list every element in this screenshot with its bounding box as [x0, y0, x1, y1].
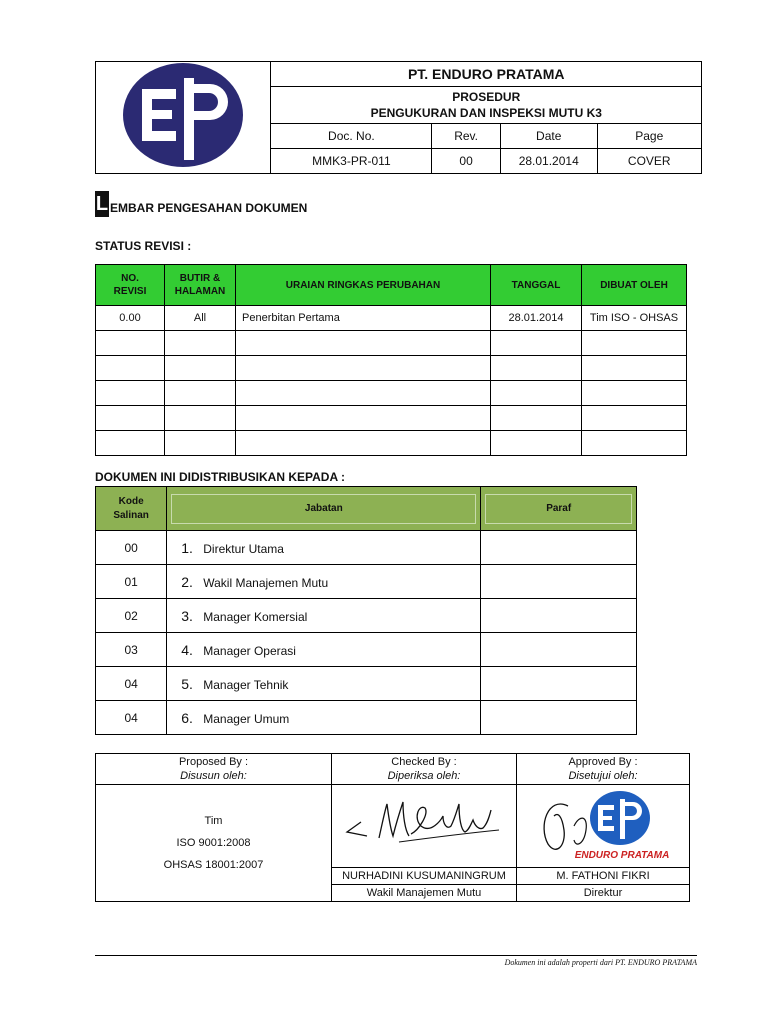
approved-by-header: [517, 754, 690, 785]
item-number: 1.: [181, 539, 193, 556]
jabatan: [167, 599, 481, 633]
jabatan-label: Manager Tehnik: [203, 677, 289, 692]
col-jabatan-label: Jabatan: [171, 494, 476, 524]
item-number: 4.: [181, 641, 193, 658]
col-kode-salinan: [96, 487, 167, 531]
col-tanggal: TANGGAL: [491, 265, 582, 306]
empty-cell: [582, 406, 687, 431]
page-value: COVER: [597, 148, 701, 173]
table-row: [96, 667, 637, 701]
jabatan-label: Manager Umum: [203, 711, 290, 726]
disusun-oleh-label: Disusun oleh:: [180, 770, 247, 782]
approver-signature-cell: [517, 785, 690, 868]
diperiksa-oleh-label: Diperiksa oleh:: [387, 770, 461, 782]
empty-cell: [96, 381, 165, 406]
empty-cell: [96, 331, 165, 356]
table-row: [96, 701, 637, 735]
footer-divider: [95, 955, 697, 956]
kode-salinan: 02: [96, 599, 167, 633]
section-title-text: EMBAR PENGESAHAN DOKUMEN: [110, 201, 308, 215]
col-kode-salinan-label: Kode Salinan: [113, 495, 149, 521]
kode-salinan: 01: [96, 565, 167, 599]
company-stamp-signature-icon: [528, 786, 678, 864]
footer-text: Dokumen ini adalah properti dari PT. ENDURO PRATAMA: [504, 958, 697, 967]
empty-cell: [165, 381, 236, 406]
col-paraf-label: Paraf: [485, 494, 632, 524]
proposed-by-label: Proposed By :: [178, 756, 249, 768]
table-row: [96, 356, 687, 381]
proposed-by-header: [96, 754, 332, 785]
procedure-name: PENGUKURAN DAN INSPEKSI MUTU K3: [370, 105, 602, 120]
handwritten-signature-icon: [339, 790, 509, 860]
empty-cell: [491, 331, 582, 356]
revision-table: [95, 264, 687, 456]
col-dibuat-oleh: DIBUAT OLEH: [582, 265, 687, 306]
jabatan-label: Manager Komersial: [203, 609, 308, 624]
table-row: [96, 431, 687, 456]
proposer-line-1: Tim: [204, 815, 223, 827]
paraf-cell: [481, 599, 637, 633]
jabatan: [167, 565, 481, 599]
table-row: [96, 406, 687, 431]
empty-cell: [165, 406, 236, 431]
revision-butir: All: [165, 306, 236, 331]
distribution-header-row: [96, 487, 637, 531]
company-name: PT. ENDURO PRATAMA: [271, 62, 702, 87]
empty-cell: [96, 406, 165, 431]
jabatan-label: Wakil Manajemen Mutu: [203, 575, 329, 590]
col-no-revisi: [96, 265, 165, 306]
distribution-title: DOKUMEN INI DIDISTRIBUSIKAN KEPADA :: [95, 470, 346, 484]
checker-signature-cell: [332, 785, 517, 868]
revision-uraian: Penerbitan Pertama: [236, 306, 491, 331]
approved-by-label: Approved By :: [568, 756, 638, 768]
proposer-line-3: OHSAS 18001:2007: [163, 859, 264, 871]
empty-cell: [491, 406, 582, 431]
col-butir-halaman-label: BUTIR & HALAMAN: [174, 273, 226, 297]
ep-logo-icon: [122, 62, 244, 168]
jabatan: [167, 531, 481, 565]
doc-no-value: MMK3-PR-011: [271, 148, 432, 173]
col-uraian: URAIAN RINGKAS PERUBAHAN: [236, 265, 491, 306]
paraf-cell: [481, 701, 637, 735]
table-row: [96, 381, 687, 406]
rev-value: 00: [432, 148, 501, 173]
empty-cell: [491, 381, 582, 406]
document-header: [95, 61, 702, 174]
distribution-table: [95, 486, 637, 735]
paraf-cell: [481, 633, 637, 667]
empty-cell: [96, 431, 165, 456]
approver-name: M. FATHONI FIKRI: [517, 868, 690, 885]
col-butir-halaman: [165, 265, 236, 306]
proposer-line-2: ISO 9001:2008: [176, 837, 251, 849]
revision-tanggal: 28.01.2014: [491, 306, 582, 331]
jabatan: [167, 667, 481, 701]
kode-salinan: 00: [96, 531, 167, 565]
kode-salinan: 03: [96, 633, 167, 667]
stamp-text: ENDURO PRATAMA: [574, 849, 670, 861]
checked-by-header: [332, 754, 517, 785]
checker-name: NURHADINI KUSUMANINGRUM: [332, 868, 517, 885]
date-value: 28.01.2014: [500, 148, 597, 173]
rev-header: Rev.: [432, 123, 501, 148]
revision-header-row: [96, 265, 687, 306]
table-row: [96, 633, 637, 667]
item-number: 3.: [181, 607, 193, 624]
empty-cell: [236, 431, 491, 456]
company-logo-cell: [96, 62, 271, 174]
kode-salinan: 04: [96, 667, 167, 701]
revision-dibuat: Tim ISO - OHSAS: [582, 306, 687, 331]
checker-role: Wakil Manajemen Mutu: [332, 885, 517, 902]
jabatan: [167, 701, 481, 735]
col-no-revisi-label: NO. REVISI: [113, 273, 147, 297]
empty-cell: [491, 431, 582, 456]
disetujui-oleh-label: Disetujui oleh:: [568, 770, 638, 782]
doc-no-header: Doc. No.: [271, 123, 432, 148]
jabatan-label: Manager Operasi: [203, 643, 296, 658]
procedure-label: PROSEDUR: [452, 89, 521, 104]
col-paraf: [481, 487, 637, 531]
empty-cell: [236, 331, 491, 356]
empty-cell: [582, 431, 687, 456]
empty-cell: [236, 406, 491, 431]
kode-salinan: 04: [96, 701, 167, 735]
table-row: [96, 531, 637, 565]
approver-role: Direktur: [517, 885, 690, 902]
empty-cell: [582, 356, 687, 381]
paraf-cell: [481, 667, 637, 701]
empty-cell: [165, 331, 236, 356]
empty-cell: [236, 356, 491, 381]
paraf-cell: [481, 565, 637, 599]
table-row: [96, 565, 637, 599]
table-row: [96, 331, 687, 356]
table-row: [96, 306, 687, 331]
approval-table: [95, 753, 690, 902]
col-jabatan: [167, 487, 481, 531]
paraf-cell: [481, 531, 637, 565]
jabatan: [167, 633, 481, 667]
empty-cell: [236, 381, 491, 406]
revision-no: 0.00: [96, 306, 165, 331]
table-row: [96, 599, 637, 633]
procedure-title: [271, 87, 702, 123]
proposer-cell: [96, 785, 332, 902]
checked-by-label: Checked By :: [391, 756, 457, 768]
empty-cell: [165, 356, 236, 381]
empty-cell: [582, 331, 687, 356]
date-header: Date: [500, 123, 597, 148]
status-revisi-title: STATUS REVISI :: [95, 239, 192, 253]
empty-cell: [96, 356, 165, 381]
jabatan-label: Direktur Utama: [203, 541, 284, 556]
item-number: 2.: [181, 573, 193, 590]
empty-cell: [582, 381, 687, 406]
item-number: 6.: [181, 709, 193, 726]
page-header: Page: [597, 123, 701, 148]
section-title-lembar: [95, 191, 307, 217]
drop-cap: L: [95, 193, 109, 215]
empty-cell: [491, 356, 582, 381]
item-number: 5.: [181, 675, 193, 692]
empty-cell: [165, 431, 236, 456]
